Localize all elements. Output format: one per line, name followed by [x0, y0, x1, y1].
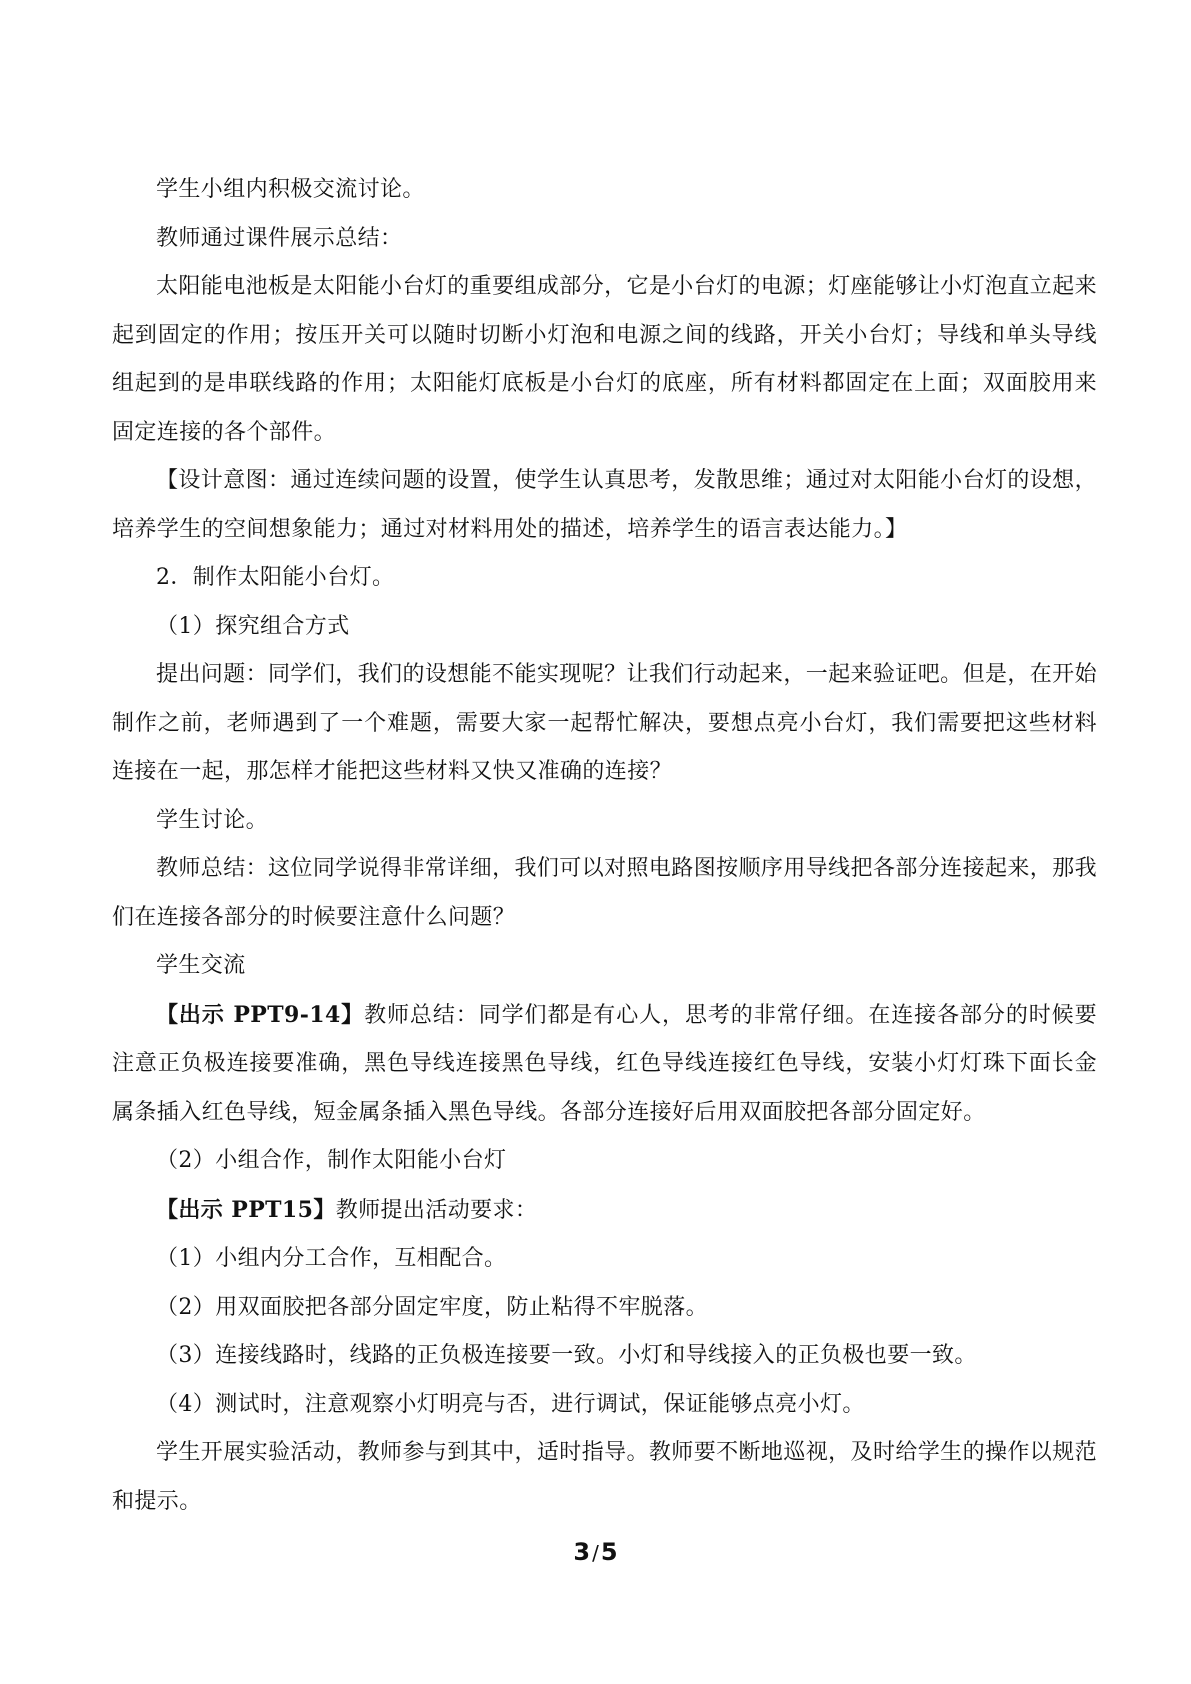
- ppt-label: 【出示 PPT9-14】: [156, 1001, 365, 1028]
- page-body: [112, 166, 1097, 1526]
- paragraph-ppt15-text: 教师提出活动要求：: [335, 1197, 538, 1223]
- design-intent-paragraph: 【设计意图：通过连续问题的设置，使学生认真思考，发散思维；通过对太阳能小台灯的设想，培养学生的空间想象能力；通过对材料用处的描述，培养学生的语言表达能力。】: [112, 468, 1097, 542]
- page-number: [0, 1538, 1191, 1566]
- paragraph-2: 教师通过课件展示总结：: [156, 225, 403, 251]
- paragraph-3: 太阳能电池板是太阳能小台灯的重要组成部分，它是小台灯的电源；灯座能够让小灯泡直立起来起到固定的作用；按压开关可以随时切断小灯泡和电源之间的线路，开关小台灯；导线和单头导线组起到的是串联线路的作用；太阳能灯底板是小台灯的底座，所有材料都固定在上面；双面胶用来固定连接的各个部件。: [112, 274, 1097, 445]
- subheading-2: （2）小组合作，制作太阳能小台灯: [156, 1148, 507, 1173]
- requirement-item-3: （3）连接线路时，线路的正负极连接要一致。小灯和导线接入的正负极也要一致。: [156, 1343, 977, 1368]
- total-pages: 5: [600, 1538, 618, 1566]
- paragraph-student-discussion: 学生讨论。: [156, 807, 269, 833]
- paragraph-teacher-summary: 教师总结：这位同学说得非常详细，我们可以对照电路图按顺序用导线把各部分连接起来，那我们在连接各部分的时候要注意什么问题？: [112, 856, 1097, 930]
- requirement-item-4: （4）测试时，注意观察小灯明亮与否，进行调试，保证能够点亮小灯。: [156, 1391, 865, 1417]
- current-page: 3: [573, 1538, 591, 1566]
- subheading-1: （1）探究组合方式: [156, 613, 350, 639]
- paragraph-ppt9-14: [112, 991, 1097, 1138]
- requirement-item-1: （1）小组内分工合作，互相配合。: [156, 1246, 507, 1271]
- paragraph-ppt9-14-text: 教师总结：同学们都是有心人，思考的非常仔细。在连接各部分的时候要注意正负极连接要准确，黑色导线连接黑色导线，红色导线连接红色导线，安装小灯灯珠下面长金属条插入红色导线，短金属条插入黑色导线。各部分连接好后用双面胶把各部分固定好。: [112, 1002, 1097, 1125]
- section-heading-2: 2．制作太阳能小台灯。: [156, 565, 395, 590]
- paragraph-1: 学生小组内积极交流讨论。: [156, 177, 425, 202]
- paragraph-ppt15: [112, 1186, 1097, 1236]
- requirement-item-2: （2）用双面胶把各部分固定牢度，防止粘得不牢脱落。: [156, 1294, 708, 1320]
- paragraph-final: 学生开展实验活动，教师参与到其中，适时指导。教师要不断地巡视，及时给学生的操作以规范和提示。: [112, 1440, 1097, 1514]
- paragraph-student-exchange: 学生交流: [156, 953, 246, 978]
- paragraph-question: 提出问题：同学们，我们的设想能不能实现呢？让我们行动起来，一起来验证吧。但是，在开始制作之前，老师遇到了一个难题，需要大家一起帮忙解决，要想点亮小台灯，我们需要把这些材料连接在一起，那怎样才能把这些材料又快又准确的连接？: [112, 662, 1097, 784]
- page-separator: /: [592, 1541, 599, 1565]
- ppt-label: 【出示 PPT15】: [156, 1196, 336, 1223]
